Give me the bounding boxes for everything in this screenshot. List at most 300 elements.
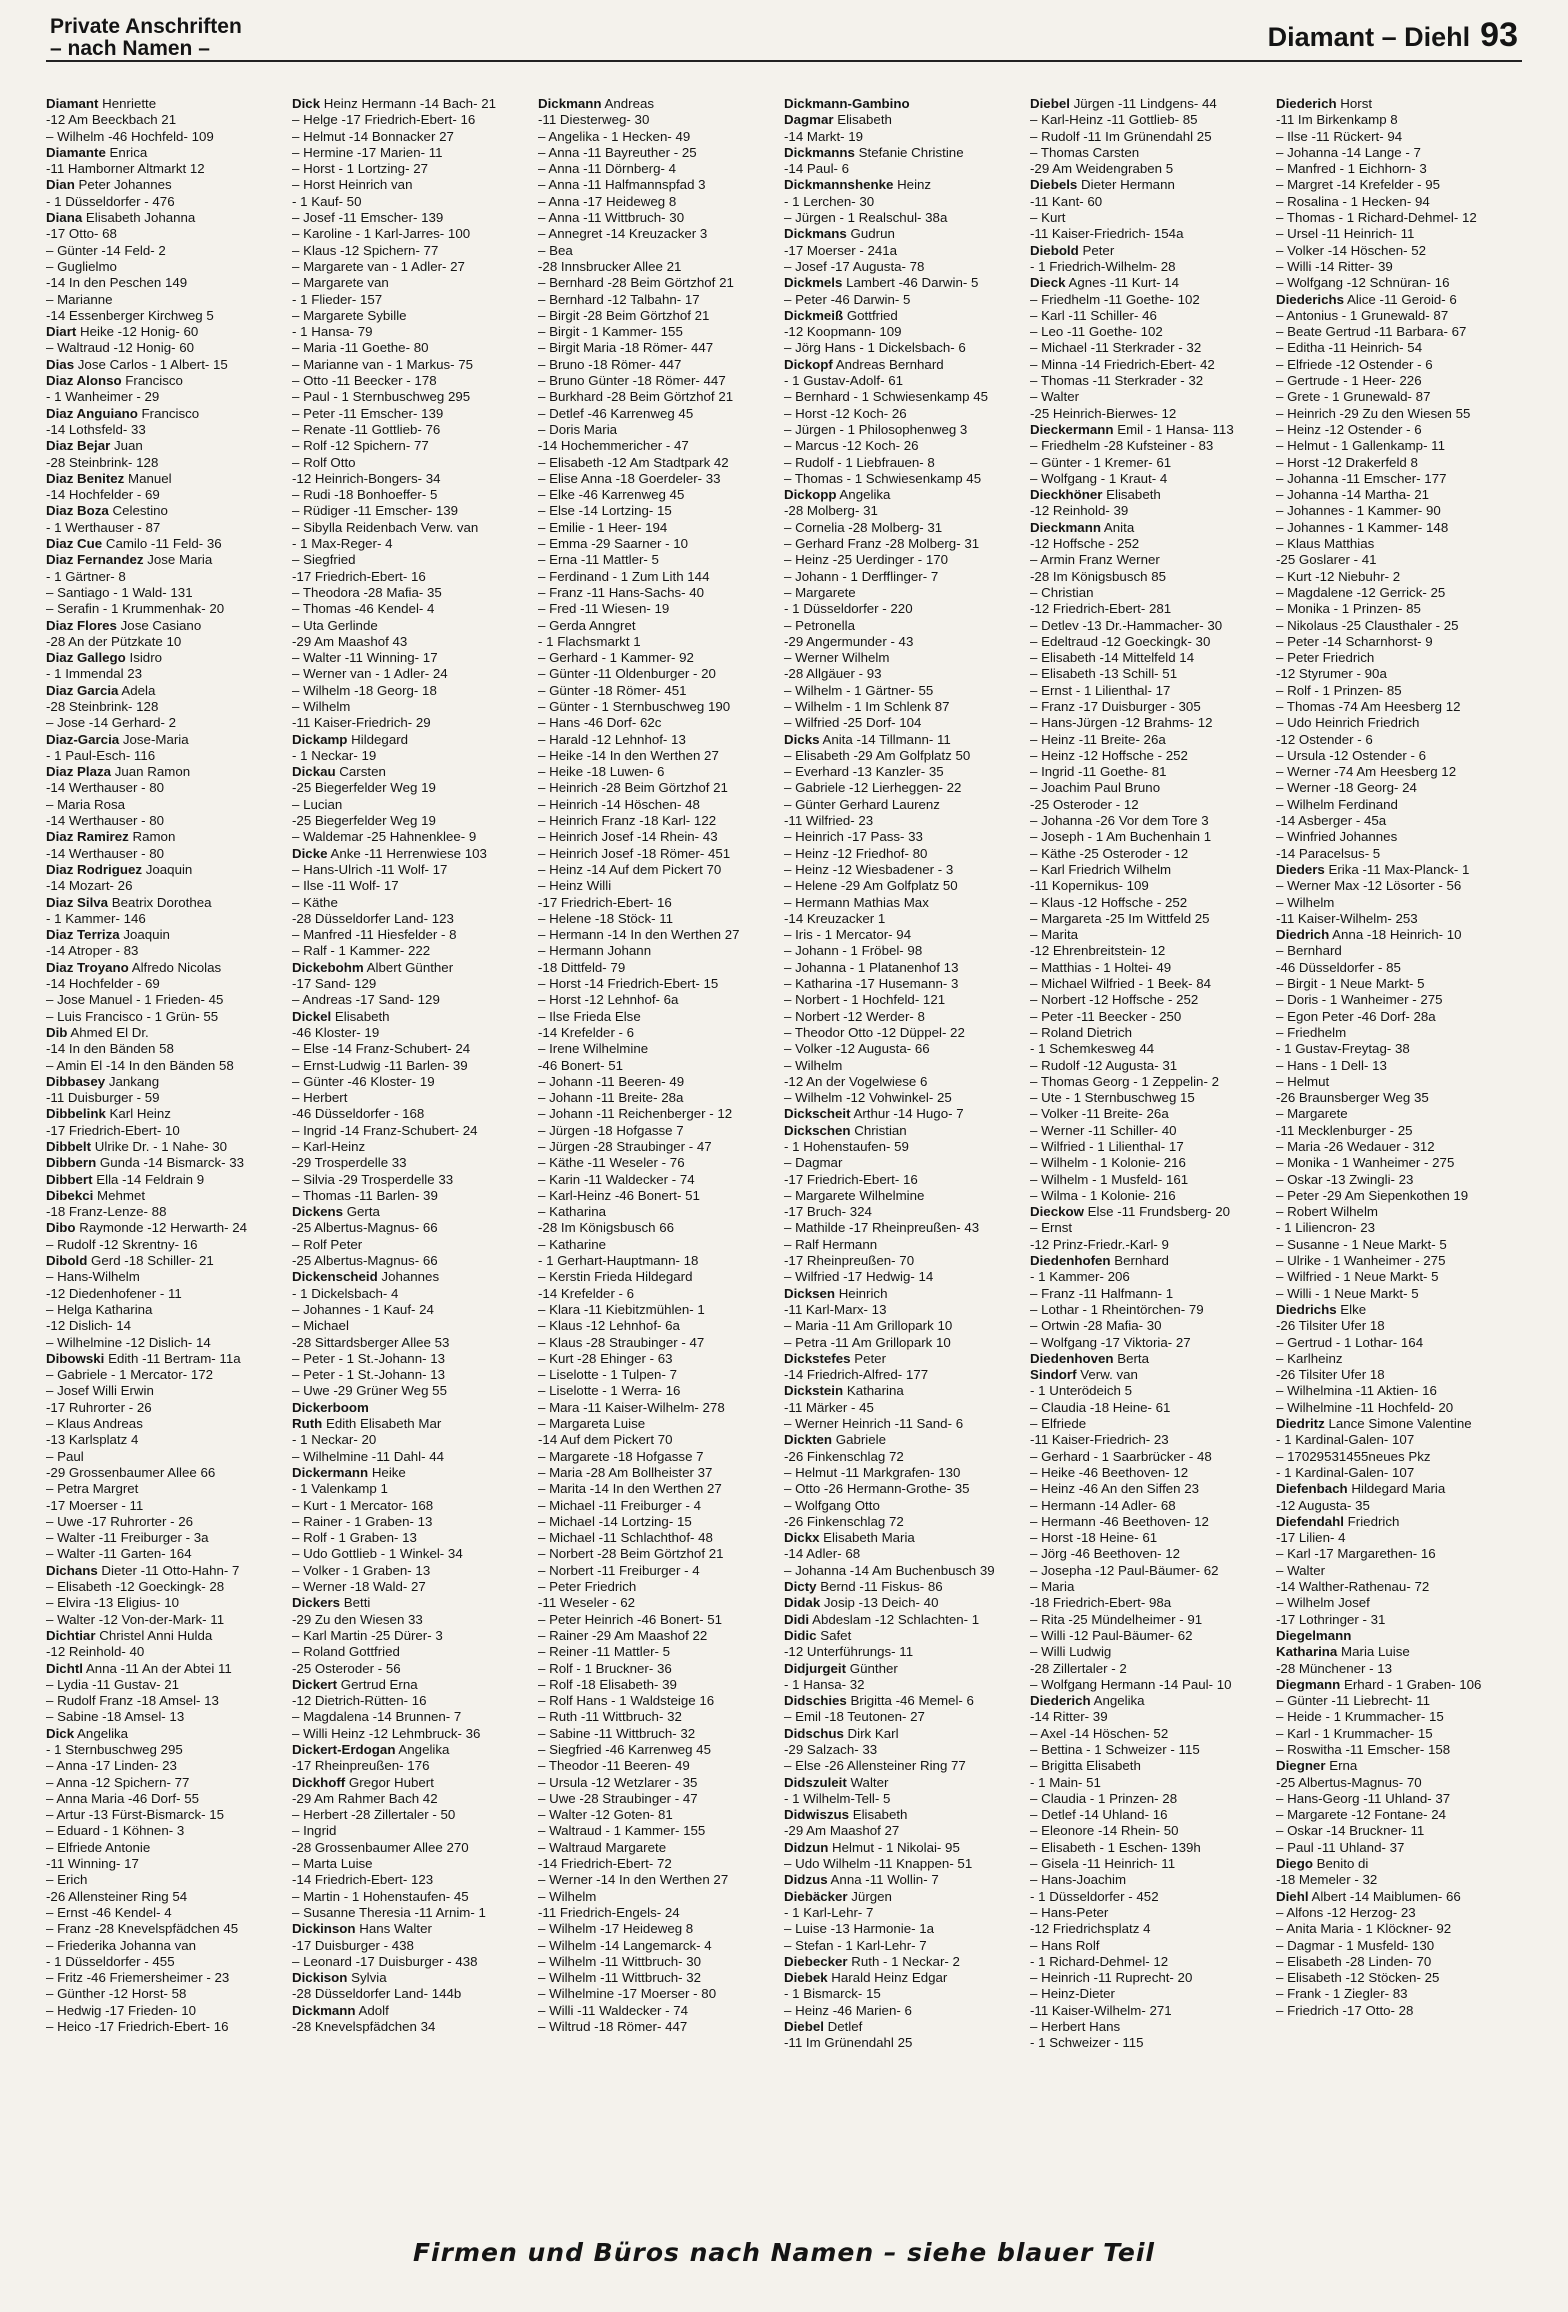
directory-entry-line: – Roland Dietrich <box>1030 1024 1132 1040</box>
directory-entry-line: -25 Biegerfelder Weg 19 <box>292 780 436 796</box>
directory-entry-line: Dickau Carsten <box>292 764 386 780</box>
directory-entry-line: – Karl -17 Margarethen- 16 <box>1276 1546 1436 1562</box>
directory-entry-line: – Matthias - 1 Holtei- 49 <box>1030 959 1172 975</box>
directory-entry-line: – Doris - 1 Wanheimer - 275 <box>1276 992 1443 1008</box>
directory-entry-line: -11 Kaiser-Friedrich- 23 <box>1030 1432 1169 1448</box>
directory-entry-line: – Ruth -11 Wittbruch- 32 <box>538 1709 682 1725</box>
directory-entry-line: – Anna -17 Linden- 23 <box>46 1758 177 1774</box>
directory-entry-line: – Roland Gottfried <box>292 1644 400 1660</box>
directory-entry-line: - 1 Kammer- 146 <box>46 910 146 926</box>
directory-entry-line: – Hans-Wilhelm <box>46 1269 140 1285</box>
directory-entry-line: – Anna -17 Heideweg 8 <box>538 193 677 209</box>
directory-entry-line: – Heinrich -17 Pass- 33 <box>784 829 923 845</box>
directory-entry-line: – Jose -14 Gerhard- 2 <box>46 715 177 731</box>
directory-entry-line: Dickert-Erdogan Angelika <box>292 1741 450 1757</box>
directory-entry-line: - 1 Neckar- 19 <box>292 747 377 763</box>
directory-entry-line: – Manfred - 1 Eichhorn- 3 <box>1276 161 1427 177</box>
directory-entry-line: -12 Friedrichsplatz 4 <box>1030 1921 1151 1937</box>
directory-entry-line: – Joseph - 1 Am Buchenhain 1 <box>1030 829 1212 845</box>
directory-entry-line: – Norbert -11 Freiburger - 4 <box>538 1562 700 1578</box>
directory-entry-line: Didzus Anna -11 Wollin- 7 <box>784 1872 939 1888</box>
directory-entry-line: – Hans-Ulrich -11 Wolf- 17 <box>292 861 448 877</box>
directory-entry-line: – Anita Maria - 1 Klöckner- 92 <box>1276 1921 1452 1937</box>
directory-entry-line: -14 Werthauser - 80 <box>46 845 165 861</box>
directory-entry-line: – Margarete -12 Fontane- 24 <box>1276 1807 1447 1823</box>
directory-entry-line: – Armin Franz Werner <box>1030 552 1160 568</box>
directory-entry-line: – Wilhelm - 1 Im Schlenk 87 <box>784 698 950 714</box>
directory-entry-line: Ruth Edith Elisabeth Mar <box>292 1416 442 1432</box>
directory-entry-line: – Maria -28 Am Bollheister 37 <box>538 1464 713 1480</box>
directory-entry-line: – Susanne - 1 Neue Markt- 5 <box>1276 1236 1447 1252</box>
directory-entry-line: -17 Bruch- 324 <box>784 1204 872 1220</box>
directory-entry-line: Dichans Dieter -11 Otto-Hahn- 7 <box>46 1562 240 1578</box>
directory-entry-line: – Rudolf -12 Augusta- 31 <box>1030 1057 1178 1073</box>
header-section-title <box>50 16 242 60</box>
directory-entry-line: - 1 Gustav-Freytag- 38 <box>1276 1041 1410 1057</box>
directory-entry-line: -25 Albertus-Magnus- 66 <box>292 1253 438 1269</box>
directory-entry-line: – Wilhelm -14 Langemarck- 4 <box>538 1937 712 1953</box>
directory-entry-line: – Roswitha -11 Emscher- 158 <box>1276 1741 1451 1757</box>
directory-entry-line: – Wiltrud -18 Römer- 447 <box>538 2019 688 2035</box>
directory-entry-line: -28 Allgäuer - 93 <box>784 666 882 682</box>
directory-entry-line: -14 In den Bänden 58 <box>46 1041 174 1057</box>
directory-column-4 <box>784 96 1030 2246</box>
directory-entry-line: Diaz-Garcia Jose-Maria <box>46 731 189 747</box>
directory-entry-line: -25 Heinrich-Bierwes- 12 <box>1030 405 1177 421</box>
directory-entry-line: - 1 Valenkamp 1 <box>292 1481 388 1497</box>
directory-entry-line: – Anna Maria -46 Dorf- 55 <box>46 1790 199 1806</box>
directory-entry-line: -28 Münchener - 13 <box>1276 1660 1393 1676</box>
directory-entry-line: Diegelmann <box>1276 1627 1352 1643</box>
directory-entry-line: – Johann - 1 Derfflinger- 7 <box>784 568 939 584</box>
directory-entry-line: Diebel Jürgen -11 Lindgens- 44 <box>1030 96 1217 111</box>
directory-entry-line: Katharina Maria Luise <box>1276 1644 1410 1660</box>
directory-entry-line: - 1 Düsseldorfer - 455 <box>46 1953 175 1969</box>
directory-entry-line: - 1 Liliencron- 23 <box>1276 1220 1376 1236</box>
directory-entry-line: Diaz Silva Beatrix Dorothea <box>46 894 212 910</box>
directory-entry-line: – Jörg -46 Beethoven- 12 <box>1030 1546 1181 1562</box>
directory-entry-line: Diehl Albert -14 Maiblumen- 66 <box>1276 1888 1461 1904</box>
directory-entry-line: – Willi -12 Paul-Bäumer- 62 <box>1030 1627 1193 1643</box>
directory-entry-line: – Franz -17 Duisburger - 305 <box>1030 698 1201 714</box>
directory-entry-line: – Ingrid <box>292 1823 337 1839</box>
directory-entry-line: – Gisela -11 Heinrich- 11 <box>1030 1856 1176 1872</box>
header-range-title: Diamant – Diehl <box>1267 22 1471 52</box>
directory-entry-line: Didjurgeit Günther <box>784 1660 898 1676</box>
directory-entry-line: – Heinrich -14 Höschen- 48 <box>538 796 700 812</box>
directory-entry-line: – Wilhelm -11 Wittbruch- 32 <box>538 1970 702 1986</box>
directory-entry-line: Dickens Gerta <box>292 1204 380 1220</box>
directory-entry-line: -14 Auf dem Pickert 70 <box>538 1432 673 1448</box>
directory-entry-line: – Josef -17 Augusta- 78 <box>784 258 925 274</box>
directory-entry-line: – Sibylla Reidenbach Verw. van <box>292 519 479 535</box>
directory-entry-line: – Ortwin -28 Mafia- 30 <box>1030 1318 1162 1334</box>
directory-entry-line: – Stefan - 1 Karl-Lehr- 7 <box>784 1937 927 1953</box>
directory-entry-line: Dickinson Hans Walter <box>292 1921 432 1937</box>
directory-entry-line: Dickermann Heike <box>292 1464 406 1480</box>
directory-entry-line: – Elisabeth -12 Goeckingk- 28 <box>46 1579 225 1595</box>
directory-entry-line: -28 Steinbrink- 128 <box>46 698 159 714</box>
directory-entry-line: -46 Bonert- 51 <box>538 1057 624 1073</box>
directory-entry-line: – Karl Martin -25 Dürer- 3 <box>292 1627 443 1643</box>
directory-entry-line: – Margarete Wilhelmine <box>784 1187 925 1203</box>
directory-entry-line: – Liselotte - 1 Werra- 16 <box>538 1383 681 1399</box>
directory-entry-line: – Fritz -46 Friemersheimer - 23 <box>46 1970 230 1986</box>
directory-entry-line: – Heinz -46 An den Siffen 23 <box>1030 1481 1200 1497</box>
directory-entry-line: – Paul <box>46 1448 84 1464</box>
directory-entry-line: - 1 Immendal 23 <box>46 666 143 682</box>
directory-entry-line: – Wilhelmine -11 Hochfeld- 20 <box>1276 1399 1454 1415</box>
directory-entry-line: – Emma -29 Saarner - 10 <box>538 536 689 552</box>
directory-entry-line: Diaz Gallego Isidro <box>46 650 163 666</box>
directory-entry-line: -11 Friedrich-Engels- 24 <box>538 1904 680 1920</box>
directory-entry-line: – Robert Wilhelm <box>1276 1204 1378 1220</box>
directory-entry-line: – Gertrude - 1 Heer- 226 <box>1276 373 1422 389</box>
directory-entry-line: – Walter <box>1030 389 1080 405</box>
directory-entry-line: – Klaus Matthias <box>1276 536 1375 552</box>
directory-entry-line: – Egon Peter -46 Dorf- 28a <box>1276 1008 1436 1024</box>
directory-entry-line: -12 Reinhold- 40 <box>46 1644 145 1660</box>
directory-entry-line: – Werner Max -12 Lösorter - 56 <box>1276 878 1462 894</box>
directory-entry-line: – Erna -11 Mattler- 5 <box>538 552 659 568</box>
directory-entry-line: – Editha -11 Heinrich- 54 <box>1276 340 1423 356</box>
directory-entry-line: Diaz Anguiano Francisco <box>46 405 200 421</box>
directory-entry-line: – Karl Friedrich Wilhelm <box>1030 861 1172 877</box>
directory-entry-line: Dickopf Andreas Bernhard <box>784 356 944 372</box>
directory-entry-line: – Elisabeth -13 Schill- 51 <box>1030 666 1178 682</box>
directory-entry-line: – Maria -11 Goethe- 80 <box>292 340 429 356</box>
directory-entry-line: -12 Augusta- 35 <box>1276 1497 1370 1513</box>
directory-entry-line: – Rudolf -11 Im Grünendahl 25 <box>1030 128 1212 144</box>
directory-entry-line: – Heike -46 Beethoven- 12 <box>1030 1464 1189 1480</box>
directory-entry-line: – Katharine <box>538 1236 607 1252</box>
directory-entry-line: -17 Duisburger - 438 <box>292 1937 414 1953</box>
directory-entry-line: – Marta Luise <box>292 1856 373 1872</box>
directory-entry-line: -11 Kaiser-Wilhelm- 271 <box>1030 2002 1172 2018</box>
directory-entry-line: – Peter Friedrich <box>1276 650 1375 666</box>
directory-entry-line: Dickmeiß Gottfried <box>784 307 898 323</box>
directory-entry-line: – Rolf Otto <box>292 454 356 470</box>
directory-entry-line: – Birgit -28 Beim Görtzhof 21 <box>538 307 710 323</box>
directory-entry-line: – Peter Heinrich -46 Bonert- 51 <box>538 1611 723 1627</box>
directory-entry-line: -17 Lothringer - 31 <box>1276 1611 1386 1627</box>
directory-entry-line: – Werner -14 In den Werthen 27 <box>538 1872 729 1888</box>
directory-entry-line: – Hedwig -17 Frieden- 10 <box>46 2002 197 2018</box>
directory-entry-line: – Jürgen - 1 Realschul- 38a <box>784 210 948 226</box>
directory-entry-line: -14 Essenberger Kirchweg 5 <box>46 307 214 323</box>
directory-entry-line: – Ingrid -11 Goethe- 81 <box>1030 764 1167 780</box>
directory-entry-line: -11 Diesterweg- 30 <box>538 112 650 128</box>
directory-entry-line: -29 Angermunder - 43 <box>784 633 914 649</box>
directory-entry-line: – Hans Rolf <box>1030 1937 1100 1953</box>
directory-entry-line: – Rainer - 1 Graben- 13 <box>292 1513 433 1529</box>
directory-entry-line: – Paul -11 Uhland- 37 <box>1276 1839 1405 1855</box>
directory-entry-line: – Heinz-Dieter <box>1030 1986 1115 2002</box>
directory-entry-line: – Bruno -18 Römer- 447 <box>538 356 682 372</box>
directory-column-1 <box>46 96 292 2246</box>
directory-entry-line: – Norbert -12 Werder- 8 <box>784 1008 925 1024</box>
directory-entry-line: – Elfriede Antonie <box>46 1839 151 1855</box>
directory-entry-line: -28 Molberg- 31 <box>784 503 878 519</box>
directory-entry-line: Dickx Elisabeth Maria <box>784 1530 915 1546</box>
directory-columns <box>46 96 1522 2246</box>
directory-entry-line: – Rudolf -12 Skrentny- 16 <box>46 1236 198 1252</box>
directory-entry-line: – Luis Francisco - 1 Grün- 55 <box>46 1008 219 1024</box>
directory-entry-line: – Paul - 1 Sternbuschweg 295 <box>292 389 471 405</box>
directory-entry-line: – Werner van - 1 Adler- 24 <box>292 666 448 682</box>
directory-entry-line: – Helge -17 Friedrich-Ebert- 16 <box>292 112 476 128</box>
directory-entry-line: – Franz -28 Knevelspfädchen 45 <box>46 1921 239 1937</box>
directory-entry-line: – Detlef -46 Karrenweg 45 <box>538 405 694 421</box>
directory-entry-line: Didschies Brigitta -46 Memel- 6 <box>784 1693 974 1709</box>
directory-entry-line: Diederich Angelika <box>1030 1693 1145 1709</box>
directory-entry-line: Dickmannshenke Heinz <box>784 177 932 193</box>
directory-entry-line: Diedenhofen Bernhard <box>1030 1253 1169 1269</box>
directory-entry-line: – Martin - 1 Hohenstaufen- 45 <box>292 1888 469 1904</box>
directory-entry-line: – Volker -14 Höschen- 52 <box>1276 242 1427 258</box>
directory-entry-line: – Michael Wilfried - 1 Beek- 84 <box>1030 976 1212 992</box>
directory-entry-line: -12 An der Vogelwiese 6 <box>784 1073 928 1089</box>
directory-entry-line: – Minna -14 Friedrich-Ebert- 42 <box>1030 356 1215 372</box>
directory-entry-line: – Oskar -13 Zwingli- 23 <box>1276 1171 1414 1187</box>
directory-entry-line: – Elisabeth -12 Am Stadtpark 42 <box>538 454 729 470</box>
directory-entry-line: Diedrichs Elke <box>1276 1301 1367 1317</box>
directory-entry-line: – Horst -12 Koch- 26 <box>784 405 907 421</box>
directory-entry-line: Dibbern Gunda -14 Bismarck- 33 <box>46 1155 245 1171</box>
directory-entry-line: – Frank - 1 Ziegler- 83 <box>1276 1986 1408 2002</box>
directory-entry-line: – Heinrich Josef -14 Rhein- 43 <box>538 829 718 845</box>
page-number: 93 <box>1480 16 1518 54</box>
directory-entry-line: Diebek Harald Heinz Edgar <box>784 1970 948 1986</box>
directory-entry-line: – Else -14 Franz-Schubert- 24 <box>292 1041 471 1057</box>
directory-entry-line: -18 Dittfeld- 79 <box>538 959 626 975</box>
directory-entry-line: – Rosalina - 1 Hecken- 94 <box>1276 193 1430 209</box>
directory-entry-line: -14 Paracelsus- 5 <box>1276 845 1381 861</box>
directory-entry-line: Sindorf Verw. van <box>1030 1367 1138 1383</box>
directory-entry-line: – Marianne <box>46 291 113 307</box>
directory-entry-line: Diaz Boza Celestino <box>46 503 168 519</box>
directory-entry-line: – Thomas Georg - 1 Zeppelin- 2 <box>1030 1073 1219 1089</box>
directory-entry-line: – Serafin - 1 Krummenhak- 20 <box>46 601 225 617</box>
directory-entry-line: – Werner Wilhelm <box>784 650 890 666</box>
directory-entry-line: – Antonius - 1 Grunewald- 87 <box>1276 307 1449 323</box>
directory-entry-line: Didwiszus Elisabeth <box>784 1807 908 1823</box>
directory-entry-line: – Herbert -28 Zillertaler - 50 <box>292 1807 456 1823</box>
directory-entry-line: – Rolf -18 Elisabeth- 39 <box>538 1676 677 1692</box>
directory-entry-line: -17 Moerser - 11 <box>46 1497 144 1513</box>
directory-entry-line: Diebel Detlef <box>784 2019 863 2035</box>
directory-entry-line: -29 Am Maashof 27 <box>784 1823 900 1839</box>
directory-entry-line: – Friedhelm -11 Goethe- 102 <box>1030 291 1200 307</box>
directory-entry-line: Dickten Gabriele <box>784 1432 887 1448</box>
directory-entry-line: -29 Am Weidengraben 5 <box>1030 161 1174 177</box>
directory-entry-line: – Walter -12 Von-der-Mark- 11 <box>46 1611 225 1627</box>
directory-entry-line: Diart Heike -12 Honig- 60 <box>46 324 199 340</box>
directory-entry-line: – Rolf - 1 Prinzen- 85 <box>1276 682 1402 698</box>
directory-entry-line: - 1 Schemkesweg 44 <box>1030 1041 1155 1057</box>
directory-entry-line: – Annegret -14 Kreuzacker 3 <box>538 226 708 242</box>
directory-entry-line: -12 Diedenhofener - 11 <box>46 1285 182 1301</box>
directory-entry-line: – Susanne Theresia -11 Arnim- 1 <box>292 1904 486 1920</box>
directory-entry-line: – Mara -11 Kaiser-Wilhelm- 278 <box>538 1399 725 1415</box>
directory-entry-line: - 1 Werthauser - 87 <box>46 519 161 535</box>
directory-entry-line: Diefenbach Hildegard Maria <box>1276 1481 1446 1497</box>
directory-entry-line: -14 Hochfelder - 69 <box>46 487 160 503</box>
directory-entry-line: – Doris Maria <box>538 421 618 437</box>
directory-entry-line: Dickstein Katharina <box>784 1383 904 1399</box>
directory-entry-line: Diaz Fernandez Jose Maria <box>46 552 213 568</box>
directory-entry-line: Dicks Anita -14 Tillmann- 11 <box>784 731 951 747</box>
directory-entry-line: – Bernhard <box>1276 943 1342 959</box>
directory-entry-line: -29 Trosperdelle 33 <box>292 1155 407 1171</box>
directory-entry-line: Diaz Plaza Juan Ramon <box>46 764 191 780</box>
directory-entry-line: – Grete - 1 Grunewald- 87 <box>1276 389 1431 405</box>
directory-entry-line: – Wilma - 1 Kolonie- 216 <box>1030 1187 1176 1203</box>
directory-entry-line: Didi Abdeslam -12 Schlachten- 1 <box>784 1611 980 1627</box>
directory-entry-line: -14 Markt- 19 <box>784 128 864 144</box>
directory-entry-line: – Elise Anna -18 Goerdeler- 33 <box>538 470 721 486</box>
directory-entry-line: – Brigitta Elisabeth <box>1030 1758 1141 1774</box>
directory-entry-line: Dibbelt Ulrike Dr. - 1 Nahe- 30 <box>46 1139 228 1154</box>
directory-entry-line: Dickmann Andreas <box>538 96 655 111</box>
directory-entry-line: -28 Innsbrucker Allee 21 <box>538 258 682 274</box>
directory-entry-line: Didic Safet <box>784 1627 852 1643</box>
directory-entry-line: – Elisabeth -29 Am Golfplatz 50 <box>784 747 971 763</box>
directory-entry-line: – Birgit - 1 Kammer- 155 <box>538 324 683 340</box>
directory-entry-line: – Peter Friedrich <box>538 1579 637 1595</box>
directory-entry-line: – Wolfgang Otto <box>784 1497 880 1513</box>
directory-entry-line: – Heike -18 Luwen- 6 <box>538 764 665 780</box>
directory-entry-line: Dibbert Ella -14 Feldrain 9 <box>46 1171 205 1187</box>
directory-entry-line: – Karlheinz <box>1276 1350 1343 1366</box>
directory-entry-line: – Gerda Anngret <box>538 617 636 633</box>
directory-entry-line: Dibowski Edith -11 Bertram- 11a <box>46 1350 241 1366</box>
directory-entry-line: – Axel -14 Höschen- 52 <box>1030 1725 1169 1741</box>
directory-column-3 <box>538 96 784 2246</box>
directory-entry-line: – Ilse -11 Wolf- 17 <box>292 878 399 894</box>
directory-entry-line: Didszuleit Walter <box>784 1774 889 1790</box>
directory-entry-line: – Margarete Sybille <box>292 307 407 323</box>
directory-entry-line: -12 Hoffsche - 252 <box>1030 536 1140 552</box>
directory-entry-line: – Magdalena -14 Brunnen- 7 <box>292 1709 462 1725</box>
page-header <box>46 14 1522 62</box>
directory-entry-line: – Katharina -17 Husemann- 3 <box>784 976 959 992</box>
directory-entry-line: -46 Kloster- 19 <box>292 1024 380 1040</box>
directory-entry-line: – Walter -11 Winning- 17 <box>292 650 438 666</box>
directory-entry-line: -11 Im Grünendahl 25 <box>784 2035 913 2051</box>
directory-entry-line: -12 Heinrich-Bongers- 34 <box>292 470 441 486</box>
directory-entry-line: -14 Atroper - 83 <box>46 943 139 959</box>
directory-entry-line: Dichtiar Christel Anni Hulda <box>46 1627 213 1643</box>
directory-entry-line: - 1 Bismarck- 15 <box>784 1986 881 2002</box>
directory-entry-line: – Winfried Johannes <box>1276 829 1398 845</box>
directory-entry-line: -11 Wilfried- 23 <box>784 813 874 829</box>
directory-entry-line: – Uwe -17 Ruhrorter - 26 <box>46 1513 194 1529</box>
directory-entry-line: – Günter Gerhard Laurenz <box>784 796 940 812</box>
directory-entry-line: – Ilse Frieda Else <box>538 1008 641 1024</box>
directory-entry-line: – Thomas -46 Kendel- 4 <box>292 601 435 617</box>
directory-entry-line: – Ilse -11 Rückert- 94 <box>1276 128 1403 144</box>
directory-entry-line: Dieders Erika -11 Max-Planck- 1 <box>1276 861 1470 877</box>
directory-entry-line: Diaz Alonso Francisco <box>46 373 183 389</box>
directory-entry-line: – Wilhelm -18 Georg- 18 <box>292 682 437 698</box>
directory-entry-line: -12 Dietrich-Rütten- 16 <box>292 1693 427 1709</box>
directory-entry-line: – Rudolf - 1 Liebfrauen- 8 <box>784 454 935 470</box>
directory-entry-line: Diaz Terriza Joaquin <box>46 927 170 943</box>
directory-entry-line: Dick Angelika <box>46 1725 129 1741</box>
directory-entry-line: - 1 Wilhelm-Tell- 5 <box>784 1790 891 1806</box>
directory-entry-line: – Heinz -12 Ostender - 6 <box>1276 421 1422 437</box>
directory-entry-line: – Elisabeth -14 Mittelfeld 14 <box>1030 650 1195 666</box>
directory-entry-line: – Anna -11 Wittbruch- 30 <box>538 210 685 226</box>
directory-entry-line: -17 Otto- 68 <box>46 226 117 242</box>
directory-entry-line: - 1 Friedrich-Wilhelm- 28 <box>1030 258 1176 274</box>
directory-entry-line: -28 Düsseldorfer Land- 123 <box>292 910 454 926</box>
directory-entry-line: Diefendahl Friedrich <box>1276 1513 1400 1529</box>
directory-entry-line: - 1 Unterödeich 5 <box>1030 1383 1132 1399</box>
directory-entry-line: – Wilhelm - 1 Musfeld- 161 <box>1030 1171 1189 1187</box>
directory-entry-line: - 1 Gustav-Adolf- 61 <box>784 373 903 389</box>
directory-entry-line: – Ursel -11 Heinrich- 11 <box>1276 226 1415 242</box>
directory-entry-line: -11 Karl-Marx- 13 <box>784 1301 887 1317</box>
directory-entry-line: – Rüdiger -11 Emscher- 139 <box>292 503 459 519</box>
directory-entry-line: – Johanna -14 Am Buchenbusch 39 <box>784 1562 995 1578</box>
directory-entry-line: – Ursula -12 Ostender - 6 <box>1276 747 1427 763</box>
directory-entry-line: Didak Josip -13 Deich- 40 <box>784 1595 939 1611</box>
directory-entry-line: – Maria -11 Am Grillopark 10 <box>784 1318 953 1334</box>
directory-entry-line: Diebels Dieter Hermann <box>1030 177 1175 193</box>
directory-entry-line: Dickers Betti <box>292 1595 371 1611</box>
directory-entry-line: – Gerhard Franz -28 Molberg- 31 <box>784 536 980 552</box>
directory-entry-line: – Hans-Peter <box>1030 1904 1109 1920</box>
directory-entry-line: – Mathilde -17 Rheinpreußen- 43 <box>784 1220 980 1236</box>
directory-entry-line: – Johanna -14 Lange - 7 <box>1276 144 1421 160</box>
directory-entry-line: - 1 Flieder- 157 <box>292 291 383 307</box>
directory-entry-line: Dieckermann Emil - 1 Hansa- 113 <box>1030 421 1234 437</box>
directory-entry-line: – Siegfried <box>292 552 356 568</box>
directory-entry-line: Diaz Flores Jose Casiano <box>46 617 202 633</box>
directory-entry-line: Dicke Anke -11 Herrenwiese 103 <box>292 845 487 861</box>
directory-entry-line: – Udo Gottlieb - 1 Winkel- 34 <box>292 1546 463 1562</box>
directory-entry-line: – Claudia -18 Heine- 61 <box>1030 1399 1171 1415</box>
directory-entry-line: – Michael -11 Freiburger - 4 <box>538 1497 702 1513</box>
directory-entry-line: - 1 Kammer- 206 <box>1030 1269 1130 1285</box>
directory-entry-line: – Käthe <box>292 894 338 910</box>
directory-entry-line: -17 Friedrich-Ebert- 10 <box>46 1122 180 1138</box>
directory-entry-line: – Katharina <box>538 1204 607 1220</box>
directory-entry-line: – Margarete <box>1276 1106 1348 1122</box>
directory-entry-line: – Margarete van - 1 Adler- 27 <box>292 258 465 274</box>
directory-entry-line: Diaz Benitez Manuel <box>46 470 172 486</box>
directory-entry-line: -14 Friedrich-Ebert- 123 <box>292 1872 434 1888</box>
directory-entry-line: – Walter -12 Goten- 81 <box>538 1807 673 1823</box>
directory-entry-line: Diederich Horst <box>1276 96 1373 111</box>
directory-entry-line: -14 Friedrich-Ebert- 72 <box>538 1856 672 1872</box>
directory-entry-line: – Karl-Heinz -11 Gottlieb- 85 <box>1030 112 1198 128</box>
directory-entry-line: – Johannes - 1 Kauf- 24 <box>292 1301 434 1317</box>
directory-entry-line: – Günter -14 Feld- 2 <box>46 242 166 258</box>
directory-entry-line: – Hermann -14 Adler- 68 <box>1030 1497 1176 1513</box>
directory-entry-line: – Uta Gerlinde <box>292 617 378 633</box>
directory-entry-line: Diamant Henriette <box>46 96 157 111</box>
directory-entry-line: – Heinz -12 Hoffsche - 252 <box>1030 747 1188 763</box>
directory-entry-line: – Elvira -13 Eligius- 10 <box>46 1595 180 1611</box>
directory-entry-line: -11 Kaiser-Friedrich- 154a <box>1030 226 1184 242</box>
directory-entry-line: -11 Mecklenburger - 25 <box>1276 1122 1413 1138</box>
directory-entry-line: -29 Zu den Wiesen 33 <box>292 1611 423 1627</box>
directory-entry-line: – Maria <box>1030 1579 1075 1595</box>
directory-entry-line: – Monika - 1 Wanheimer - 275 <box>1276 1155 1455 1171</box>
